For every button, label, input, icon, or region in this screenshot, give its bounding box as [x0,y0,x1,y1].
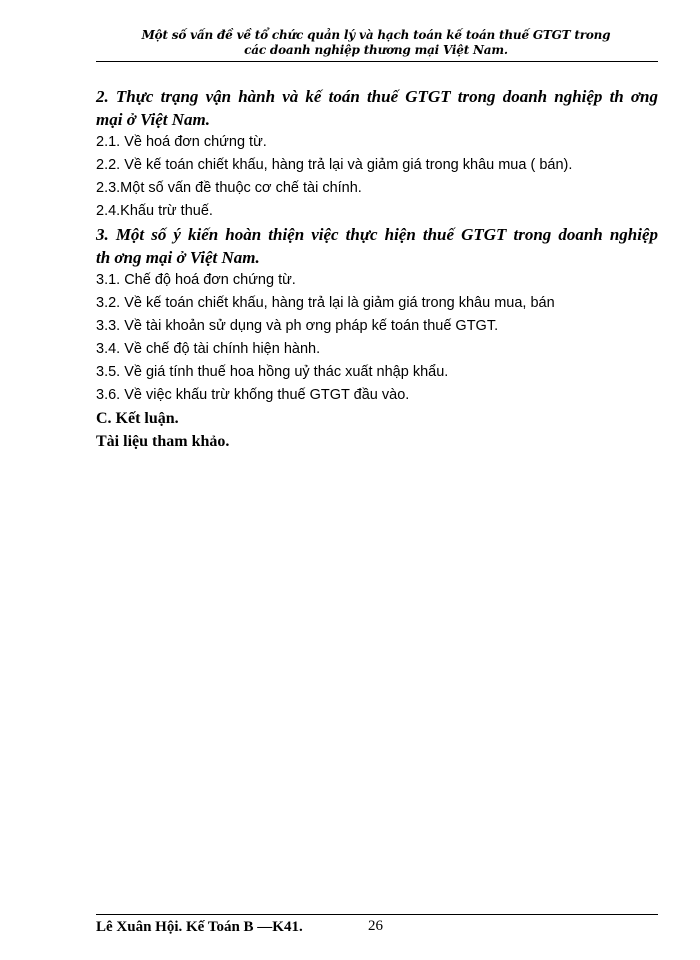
references-heading: Tài liệu tham khảo. [96,433,230,450]
toc-item-2-3: 2.3.Một số vấn đề thuộc cơ chế tài chính. [96,180,362,196]
section-2-title-line-2: mại ở Việt Nam. [96,110,210,129]
footer-divider [96,914,658,915]
toc-item-3-1: 3.1. Chế độ hoá đơn chứng từ. [96,272,296,288]
section-3-title-line-1: 3. Một số ý kiến hoàn thiện việc thực hiện thuế GTGT trong doanh nghiệp [96,225,658,244]
section-3-title-line-2: th ơng mại ở Việt Nam. [96,248,260,267]
toc-item-2-1: 2.1. Về hoá đơn chứng từ. [96,134,267,150]
toc-item-3-6: 3.6. Về việc khấu trừ khống thuế GTGT đầu vào. [96,387,410,403]
running-header [96,28,656,58]
toc-item-3-2: 3.2. Về kế toán chiết khấu, hàng trả lại là giảm giá trong khâu mua, bán [96,295,555,311]
header-divider [96,61,658,62]
toc-item-2-4: 2.4.Khấu trừ thuế. [96,203,213,219]
toc-item-2-2: 2.2. Về kế toán chiết khấu, hàng trả lại và giảm giá trong khâu mua ( bán). [96,157,573,173]
toc-item-3-4: 3.4. Về chế độ tài chính hiện hành. [96,341,321,357]
footer-author: Lê Xuân Hội. Kế Toán B —K41. [96,919,303,935]
header-line-1: Một số vấn đề về tổ chức quản lý và hạch toán kế toán thuế GTGT trong [141,28,611,42]
toc-item-3-5: 3.5. Về giá tính thuế hoa hồng uỷ thác xuất nhập khẩu. [96,364,449,380]
section-c-conclusion: C. Kết luận. [96,410,179,427]
page-number: 26 [368,918,383,934]
table-of-contents [96,85,658,453]
toc-item-3-3: 3.3. Về tài khoản sử dụng và ph ơng pháp kế toán thuế GTGT. [96,318,499,334]
section-2-title-line-1: 2. Thực trạng vận hành và kế toán thuế GTGT trong doanh nghiệp th ơng [96,87,658,106]
header-line-2: các doanh nghiệp thương mại Việt Nam. [244,43,508,57]
